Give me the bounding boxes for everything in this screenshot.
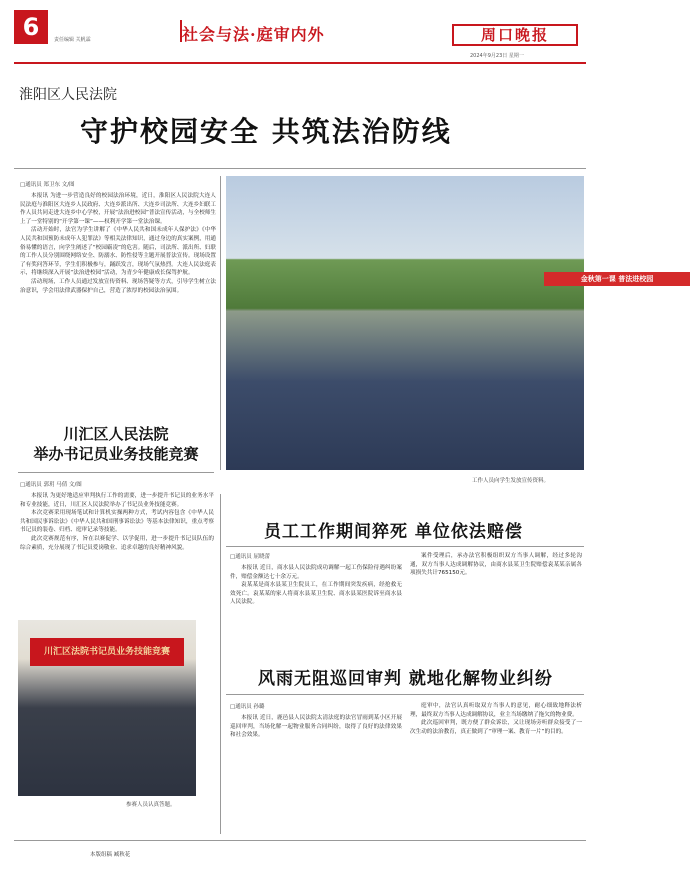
story-two-body <box>20 492 214 552</box>
lead-body <box>20 192 216 295</box>
story-two-photo <box>18 620 196 796</box>
story-two-paragraph: 本报讯 为更好地适应审判执行工作的需要，进一步提升书记员的业务水平和专业技能，近日，川汇区人民法院举办了书记员业务技能竞赛。 <box>20 493 214 508</box>
story-two-paragraph: 本次竞赛采用现场笔试和计算机实操两种方式，考试内容包含《中华人民共和国民事诉讼法》《中华人民共和国刑事诉讼法》等基本法律知识，重点考察书记员的装卷、归档、庭审记录等技能。 <box>20 510 214 534</box>
story-two-byline: □通讯员 郭玥 马倩 文/图 <box>20 482 82 488</box>
story-two-rule <box>18 472 214 473</box>
story-two-photo-caption: 参赛人员认真答题。 <box>126 802 176 808</box>
lead-photo <box>226 176 654 470</box>
story-four-paragraph: 庭审中，法官认真听取双方当事人的意见，耐心细致地释法析理，最终双方当事人达成调解协议，业主当场缴纳了拖欠的物业费。 <box>410 703 582 718</box>
photo-banner: 金秋第一课 普法进校园 <box>544 272 690 286</box>
story-four-byline: □通讯员 孙璐 <box>230 704 265 710</box>
footer-rule <box>14 840 586 841</box>
story-three-headline: 员工工作期间猝死 单位依法赔偿 <box>264 522 523 542</box>
story-four-body-right <box>410 702 582 736</box>
lead-paragraph: 活动现场，工作人员通过发放宣传资料、现场答疑等方式，引导学生树立法治意识，学会用法律武器保护自己，营造了浓厚的校园法治氛围。 <box>20 278 216 294</box>
story-three-paragraph: 本报讯 近日，商水县人民法院成功调解一起工伤保险待遇纠纷案件，赔偿金额达七十余万元。 <box>230 565 402 580</box>
lead-rule <box>14 168 586 169</box>
photo-banner: 川汇区法院书记员业务技能竞赛 <box>30 638 184 666</box>
story-three-rule <box>226 546 584 547</box>
lead-paragraph: 活动开始时，法官为学生讲解了《中华人民共和国未成年人保护法》《中华人民共和国预防未成年人犯罪法》等相关法律知识，通过身边的真实案例，用通俗易懂的语言，向学生阐述了“校园霸凌”的危害。随后，司法所、派出所、妇联的工作人员分别围绕网络安全、防溺水、防性侵等主题开展普法宣传。现场设置了有奖问答环节，学生们积极参与，踊跃发言，现场气氛热烈。大连人民法庭表示，将继续深入开展“法治进校园”活动，为青少年健康成长保驾护航。 <box>20 227 216 277</box>
lead-headline: 守护校园安全 共筑法治防线 <box>80 115 452 148</box>
lead-paragraph: 本报讯 为进一步营造良好的校园法治环境，近日，淮阳区人民法院大连人民法庭与淮阳区大连乡人民政府、大连乡派出所、大连乡司法所、大连乡妇联工作人员共同走进大连乡中心学校，开展“法治进校园”普法宣传活动，与全校师生上了一堂特别的“开学第一课”——权利开学第一堂法治课。 <box>20 193 216 225</box>
story-four-body-left <box>230 714 402 740</box>
story-three-body-left <box>230 564 402 607</box>
story-two-paragraph: 此次竞赛规范有序，旨在以赛促学、以学促用，进一步提升书记员队伍的综合素质，充分展现了书记员爱岗敬业、追求卓越的良好精神风貌。 <box>20 535 214 551</box>
header-rule <box>14 62 586 64</box>
lead-kicker: 淮阳区人民法院 <box>19 87 117 103</box>
lead-photo-caption: 工作人员向学生发放宣传资料。 <box>472 478 550 484</box>
editor-line: 责任编辑 关帆霖 <box>54 37 91 43</box>
page-number: 6 <box>14 10 48 44</box>
date-line: 2024年9月23日 星期一 <box>470 53 524 59</box>
lead-byline: □通讯员 郑卫东 文/图 <box>20 182 75 188</box>
masthead-logo: 周口晚报 <box>452 24 578 46</box>
story-three-body-right <box>410 552 582 578</box>
story-three-byline: □通讯员 屈晓蕾 <box>230 554 270 560</box>
section-title: 社会与法·庭审内外 <box>182 25 325 44</box>
column-divider <box>220 494 221 834</box>
story-four-paragraph: 本报讯 近日，鹿邑县人民法院太清法庭的法官冒雨到某小区开展巡回审判，当场化解一起物业服务合同纠纷，取得了良好的法律效果和社会效果。 <box>230 715 402 739</box>
story-four-headline: 风雨无阻巡回审判 就地化解物业纠纷 <box>258 669 553 689</box>
story-four-rule <box>226 694 584 695</box>
footer-proofreader: 本版组稿 臧秋花 <box>90 852 131 858</box>
story-four-paragraph: 此次巡回审判，既方便了群众诉讼，又让现场旁听群众接受了一次生动的法治教育，真正做到了“审理一案、教育一片”的目的。 <box>410 720 582 735</box>
story-three-paragraph: 袁某某是商水县某卫生院员工，在工作期间突发疾病，经抢救无效死亡。袁某某的家人将商水县某卫生院、商水县某医院诉至商水县人民法院。 <box>230 582 402 606</box>
story-three-paragraph: 案件受理后，承办法官积极组织双方当事人调解，经过多轮沟通，双方当事人达成调解协议，由商水县某卫生院赔偿袁某某亲属各项损失共计765150元。 <box>410 553 582 577</box>
column-divider <box>220 176 221 470</box>
story-two-headline: 川汇区人民法院 举办书记员业务技能竞赛 <box>33 425 199 463</box>
